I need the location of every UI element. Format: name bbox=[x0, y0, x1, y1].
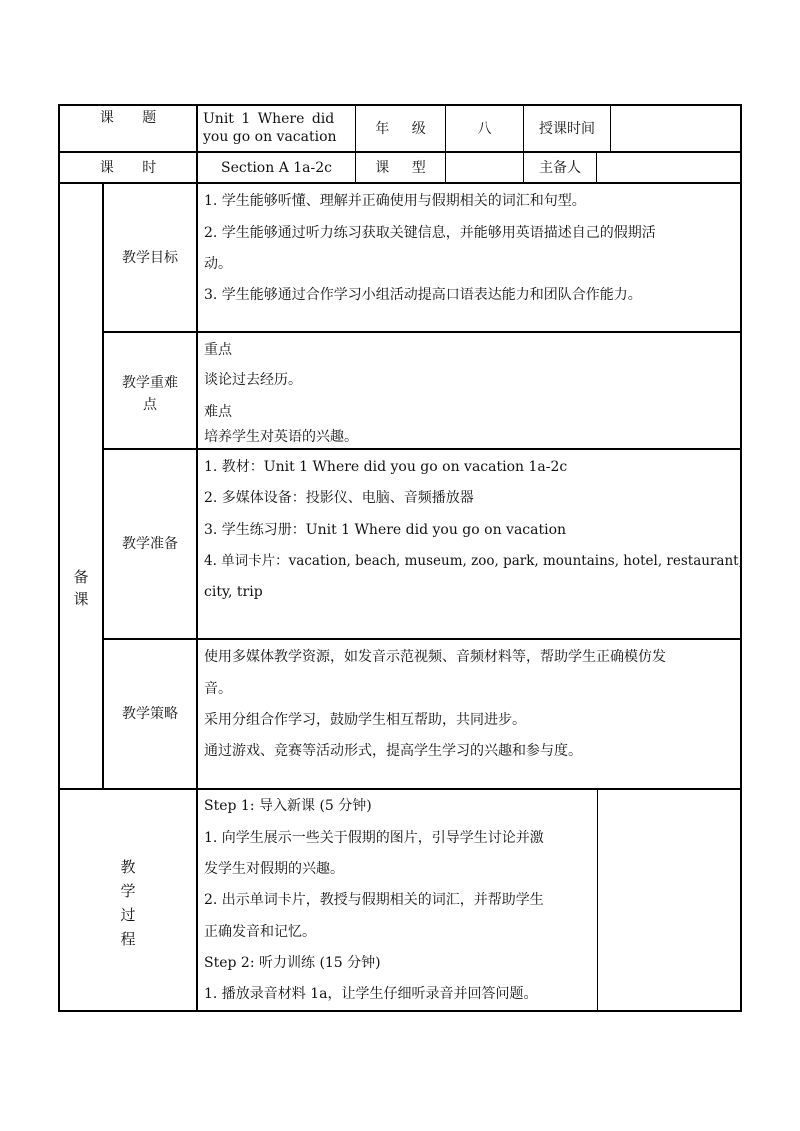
process-label-char: 过 bbox=[120, 906, 136, 924]
process-line: Step 1: 导入新课 (5 分钟) bbox=[204, 798, 372, 814]
objectives-line: 3. 学生能够通过合作学习小组活动提高口语表达能力和团队合作能力。 bbox=[204, 287, 642, 303]
process-label bbox=[60, 855, 196, 951]
preparation-label: 教学准备 bbox=[122, 536, 178, 552]
objectives-line: 动。 bbox=[204, 256, 232, 272]
preparation-line: 2. 多媒体设备：投影仪、电脑、音频播放器 bbox=[204, 490, 474, 506]
table-border bbox=[196, 104, 198, 1012]
period-value: Section A 1a-2c bbox=[220, 159, 332, 176]
strategy-line: 通过游戏、竞赛等活动形式，提高学生学习的兴趣和参与度。 bbox=[204, 743, 582, 759]
process-line: 2. 出示单词卡片，教授与假期相关的词汇，并帮助学生 bbox=[204, 892, 544, 908]
process-label-char: 程 bbox=[120, 930, 136, 948]
process-label-char: 教 bbox=[120, 858, 136, 876]
class-time-label: 授课时间 bbox=[539, 120, 595, 137]
prep-label-char: 备 bbox=[73, 568, 89, 586]
lesson-type-label: 课 型 bbox=[375, 159, 426, 176]
grade-label: 年 级 bbox=[375, 120, 426, 137]
period-label: 课 时 bbox=[99, 159, 157, 176]
table-border bbox=[102, 638, 742, 640]
topic-value-line1: Unit 1 Where did bbox=[203, 111, 335, 127]
preparation-line: 1. 教材：Unit 1 Where did you go on vacation 1a-2c bbox=[204, 459, 568, 475]
lesson-type-value bbox=[446, 153, 523, 182]
strategy-line: 音。 bbox=[204, 681, 232, 697]
objectives-line: 2. 学生能够通过听力练习获取关键信息，并能够用英语描述自己的假期活 bbox=[204, 225, 656, 241]
process-notes bbox=[599, 791, 739, 1010]
preparation-line: city, trip bbox=[204, 584, 263, 600]
grade-value: 八 bbox=[477, 120, 492, 137]
preparation-line: 3. 学生练习册：Unit 1 Where did you go on vacation bbox=[204, 522, 567, 538]
table-border bbox=[58, 788, 742, 790]
preparation-line: 4. 单词卡片：vacation, beach, museum, zoo, park, mountains, hotel, restaurant, bbox=[204, 553, 743, 569]
objectives-label: 教学目标 bbox=[122, 249, 178, 266]
strategy-line: 采用分组合作学习，鼓励学生相互帮助，共同进步。 bbox=[204, 712, 526, 728]
topic-value-line2: you go on vacation bbox=[203, 129, 337, 145]
table-border bbox=[58, 1010, 742, 1012]
process-line: 发学生对假期的兴趣。 bbox=[204, 861, 344, 877]
preparer-label: 主备人 bbox=[539, 159, 581, 176]
process-label-char: 学 bbox=[120, 882, 136, 900]
preparer-value bbox=[597, 153, 740, 182]
table-border bbox=[597, 789, 598, 1011]
key-points-label bbox=[104, 372, 196, 416]
strategy-label: 教学策略 bbox=[122, 706, 178, 722]
strategy-line: 使用多媒体教学资源，如发音示范视频、音频材料等，帮助学生正确模仿发 bbox=[204, 649, 666, 665]
process-line: 正确发音和记忆。 bbox=[204, 924, 316, 940]
topic-value bbox=[203, 110, 353, 146]
key-points-label-line: 教学重难 bbox=[122, 375, 178, 391]
table-border bbox=[102, 448, 742, 450]
prep-label-char: 课 bbox=[73, 590, 89, 608]
process-line: Step 2: 听力训练 (15 分钟) bbox=[204, 955, 381, 971]
topic-label: 课 题 bbox=[99, 110, 157, 126]
key-points-line: 谈论过去经历。 bbox=[204, 372, 302, 388]
objectives-line: 1. 学生能够听懂、理解并正确使用与假期相关的词汇和句型。 bbox=[204, 193, 586, 209]
key-points-line: 难点 bbox=[204, 404, 232, 420]
key-points-line: 培养学生对英语的兴趣。 bbox=[204, 429, 358, 445]
prep-section-label bbox=[60, 566, 102, 610]
key-points-label-line: 点 bbox=[143, 397, 157, 413]
key-points-line: 重点 bbox=[204, 342, 232, 358]
process-line: 1. 向学生展示一些关于假期的图片，引导学生讨论并激 bbox=[204, 830, 544, 846]
process-line: 1. 播放录音材料 1a，让学生仔细听录音并回答问题。 bbox=[204, 986, 538, 1002]
class-time-value bbox=[611, 106, 740, 151]
table-border bbox=[102, 331, 742, 333]
